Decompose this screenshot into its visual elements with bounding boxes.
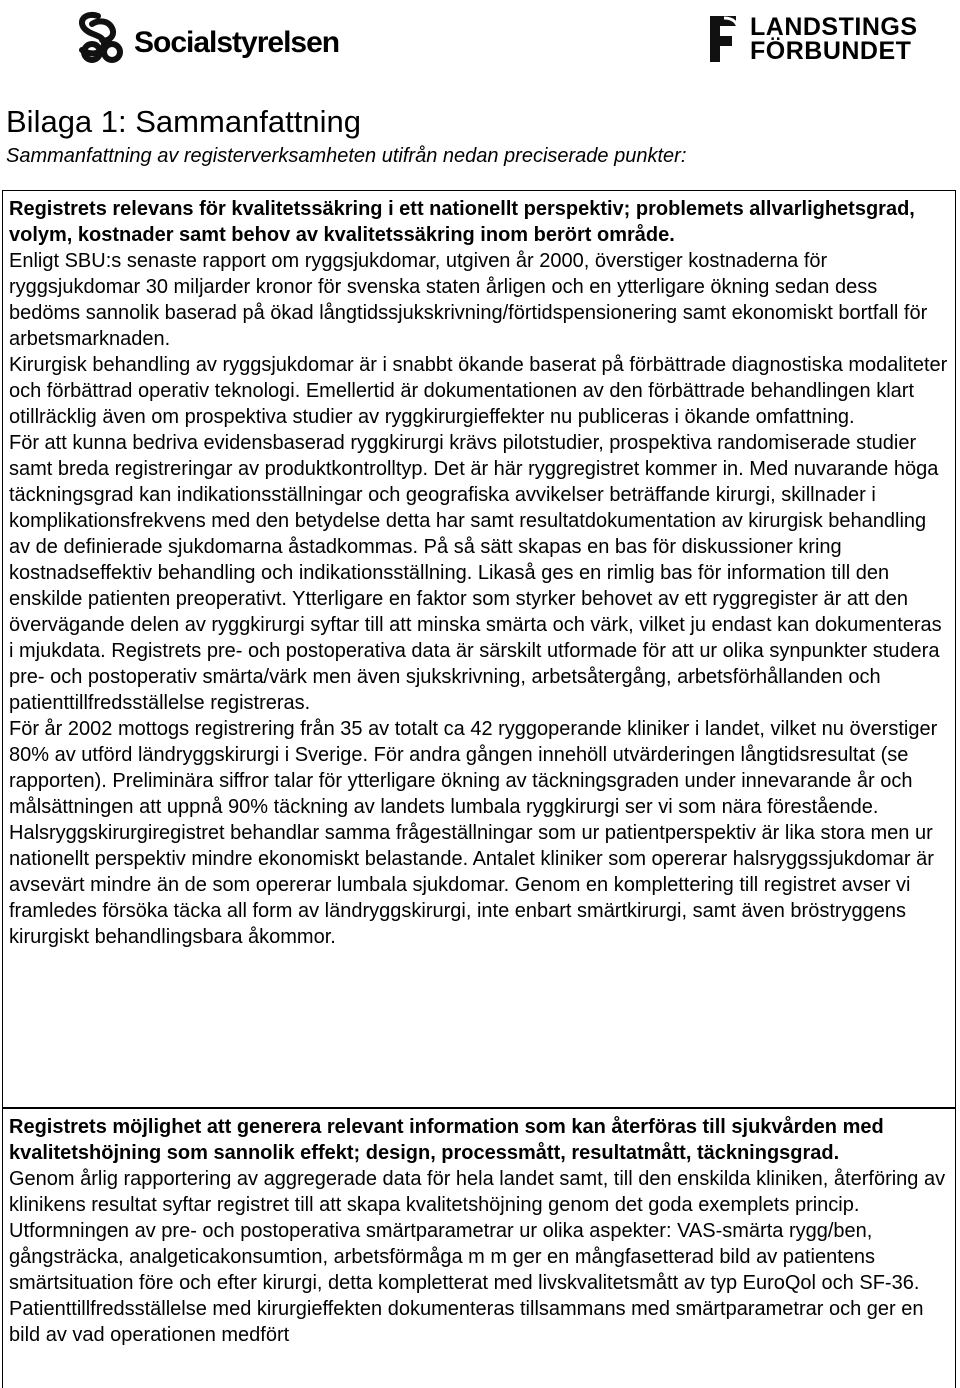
section-information xyxy=(2,1108,956,1388)
document-title: Bilaga 1: Sammanfattning xyxy=(6,104,361,139)
section-paragraph: För år 2002 mottogs registrering från 35 av totalt ca 42 ryggoperande kliniker i landet, vilket nu överstiger 80% av utförd ländryggskirurgi i Sverige. För andra gången innehöll utvärderingen långtidsresultat (se rapporten). Preliminära siffror talar för ytterligare ökning av täckningsgraden under innevarande år och målsättningen att uppnå 90% täckning av landets lumbala ryggkirurgi ser vi som nära förestående. xyxy=(9,718,938,818)
logo-line-1: LANDSTINGS xyxy=(750,13,918,41)
logo-line-2: FÖRBUNDET xyxy=(750,37,912,65)
section-heading: Registrets relevans för kvalitetssäkring i ett nationellt perspektiv; problemets allvarlighetsgrad, volym, kostnader samt behov av kvalitetssäkring inom berört område. xyxy=(9,198,915,246)
page-header xyxy=(0,0,960,95)
section-heading: Registrets möjlighet att generera relevant information som kan återföras till sjukvården med kvalitetshöjning som sannolik effekt; design, processmått, resultatmått, täckningsgrad. xyxy=(9,1116,884,1164)
section-paragraph: Genom årlig rapportering av aggregerade data för hela landet samt, till den enskilda kliniken, återföring av klinikens resultat syftar registret till att skapa kvalitetshöjning genom det goda exemplets princip. Utformningen av pre- och postoperativa smärtparametrar ur olika aspekter: VAS-smärta rygg/ben, gångsträcka, analgeticakonsumtion, arbetsförmåga m m ger en mångfasetterad bild av patientens smärtsituation före och efter kirurgi, detta kompletterat med livskvalitetsmått av typ EuroQol och SF-36. Patienttillfredsställelse med kirurgieffekten dokumenteras tillsammans med smärtparametrar och ger en bild av vad operationen medfört xyxy=(9,1168,946,1346)
section-paragraph: Enligt SBU:s senaste rapport om ryggsjukdomar, utgiven år 2000, överstiger kostnaderna för ryggsjukdomar 30 miljarder kronor för svenska staten årligen och en ytterligare ökning sedan dess bedöms sannolik baserad på ökad långtidssjukskrivning/förtidspensionering samt ekonomiskt bortfall för arbetsmarknaden. xyxy=(9,250,928,350)
section-paragraph: Kirurgisk behandling av ryggsjukdomar är i snabbt ökande baserat på förbättrade diagnostiska modaliteter och förbättrad operativ teknologi. Emellertid är dokumentationen av den förbättrade behandlingen klart otillräcklig även om prospektiva studier av ryggkirurgieffekter nu publiceras i ökande omfattning. xyxy=(9,354,948,428)
landstingsforbundet-emblem-icon xyxy=(704,8,742,70)
socialstyrelsen-logo xyxy=(68,6,339,68)
landstingsforbundet-logo xyxy=(704,4,918,74)
landstingsforbundet-wordmark xyxy=(750,15,918,63)
section-relevance xyxy=(2,190,956,1108)
document-subtitle: Sammanfattning av registerverksamheten utifrån nedan preciserade punkter: xyxy=(6,145,687,167)
socialstyrelsen-wordmark: Socialstyrelsen xyxy=(134,26,340,59)
section-paragraph: Halsryggskirurgiregistret behandlar samma frågeställningar som ur patientperspektiv är lika stora men ur nationellt perspektiv mindre ekonomiskt belastande. Antalet kliniker som opererar halsryggssjukdomar är avsevärt mindre än de som opererar lumbala sjukdomar. Genom en komplettering till registret avser vi framledes försöka täcka all form av ländryggskirurgi, inte enbart smärtkirurgi, samt även bröstryggens kirurgiskt behandlingsbara åkommor. xyxy=(9,822,934,948)
socialstyrelsen-emblem-icon xyxy=(68,6,130,68)
section-paragraph: För att kunna bedriva evidensbaserad ryggkirurgi krävs pilotstudier, prospektiva randomiserade studier samt breda registreringar av produktkontrolltyp. Det är här ryggregistret kommer in. Med nuvarande höga täckningsgrad kan indikationsställningar och geografiska avvikelser beträffande kirurgi, skillnader i komplikationsfrekvens med den betydelse detta har samt resultatdokumentation av kirurgisk behandling av de definierade sjukdomarna åstadkommas. På så sätt skapas en bas för diskussioner kring kostnadseffektiv behandling och indikationsställning. Likaså ges en rimlig bas för information till den enskilde patienten preoperativt. Ytterligare en faktor som styrker behovet av ett ryggregister är att den övervägande delen av ryggkirurgi syftar till att minska smärta och värk, vilket ju endast kan dokumenteras i mjukdata. Registrets pre- och postoperativa data är särskilt utformade för att ur olika synpunkter studera pre- och postoperativ smärta/värk men även sjukskrivning, arbetsåtergång, arbetsförhållanden och patienttillfredsställelse registreras. xyxy=(9,432,942,714)
